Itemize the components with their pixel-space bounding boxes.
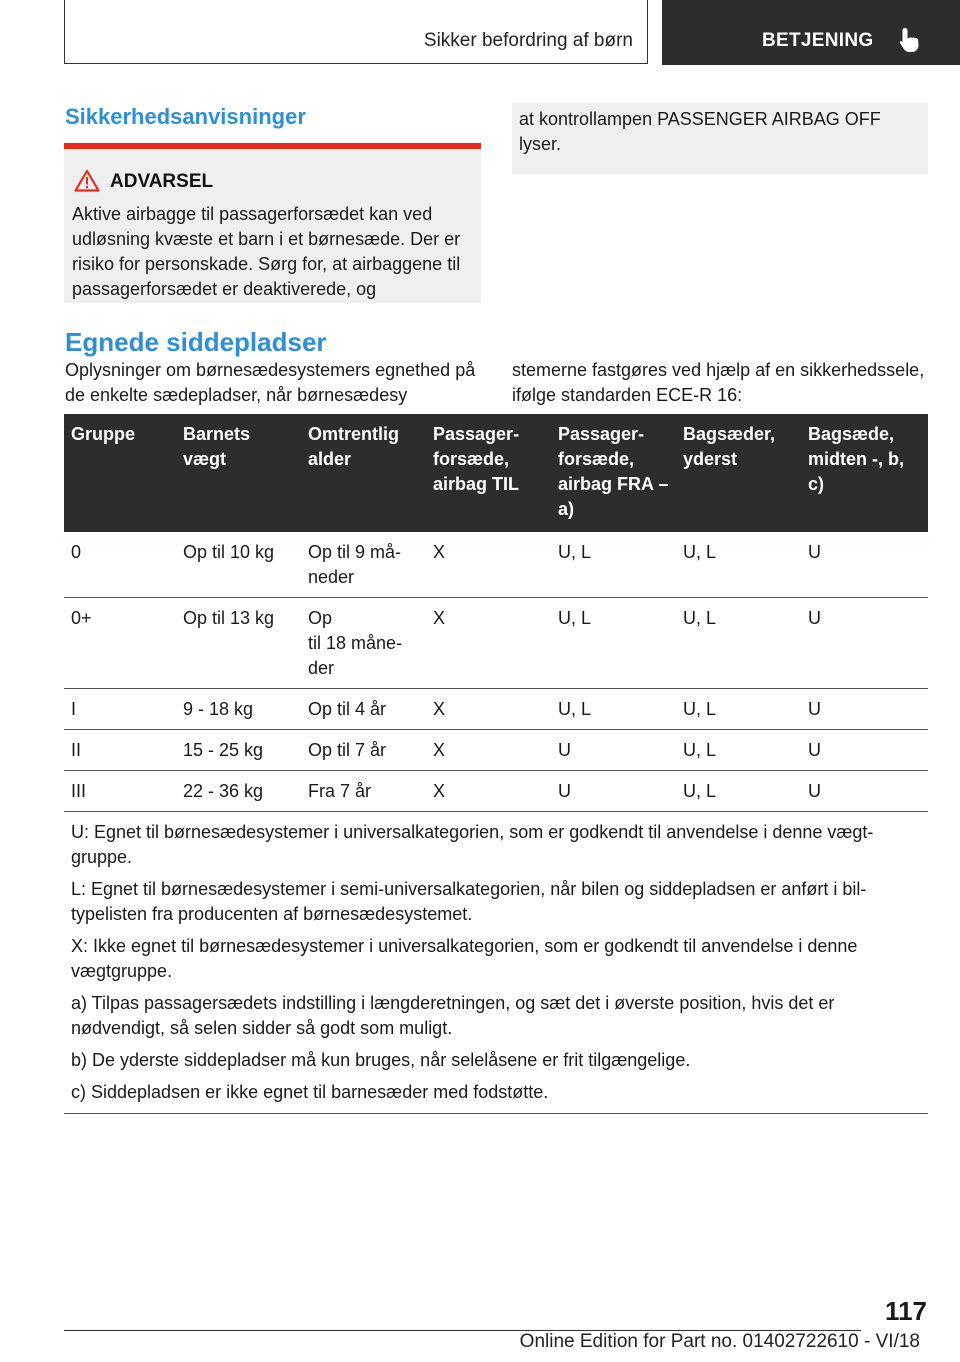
table-cell: U, L bbox=[551, 689, 676, 730]
warning-label: ADVARSEL bbox=[110, 171, 214, 192]
table-cell: U bbox=[801, 689, 928, 730]
warning-accent-bar bbox=[64, 143, 481, 149]
note-b: b) De yderste siddepladser må kun bruges, når selelåsene er frit tilgængelige. bbox=[71, 1050, 691, 1070]
table-cell: U, L bbox=[551, 598, 676, 689]
table-cell: U bbox=[801, 532, 928, 598]
seat-suitability-table bbox=[64, 414, 928, 1114]
warning-box bbox=[64, 143, 481, 303]
table-cell: Op til 9 måneder bbox=[301, 532, 426, 598]
table-row bbox=[64, 730, 928, 771]
table-cell: U, L bbox=[676, 689, 801, 730]
table-cell: U bbox=[801, 730, 928, 771]
table-cell: II bbox=[64, 730, 176, 771]
table-cell: U bbox=[551, 730, 676, 771]
table-cell: Op til 7 år bbox=[301, 730, 426, 771]
warning-continuation-box bbox=[512, 103, 928, 174]
note-l: L: Egnet til børnesædesystemer i semi-universalkategorien, når bilen og siddepladsen er anført i biltypelisten fra producenten af børnesædesystemet. bbox=[71, 879, 867, 924]
table-cell: U bbox=[551, 771, 676, 812]
table-cell: X bbox=[426, 730, 551, 771]
table-row bbox=[64, 532, 928, 598]
table-cell: X bbox=[426, 771, 551, 812]
table-cell: U bbox=[801, 598, 928, 689]
column-header-group: Gruppe bbox=[64, 414, 176, 532]
table-cell: U, L bbox=[676, 730, 801, 771]
warning-continuation-text: at kontrollampen PASSENGER AIRBAG OFF lyser. bbox=[519, 109, 881, 154]
table-cell: I bbox=[64, 689, 176, 730]
note-a: a) Tilpas passagersædets indstilling i længderetningen, og sæt det i øverste position, hvis det er nødvendigt, så selen sidder så godt som muligt. bbox=[71, 993, 835, 1038]
header-chapter-title: Sikker befordring af børn bbox=[423, 30, 633, 51]
footer-edition: Online Edition for Part no. 01402722610 - VI/18 bbox=[519, 1331, 920, 1352]
table-cell: X bbox=[426, 532, 551, 598]
warning-triangle-icon bbox=[74, 169, 100, 192]
table-cell: 15 - 25 kg bbox=[176, 730, 301, 771]
header-section-tab bbox=[662, 0, 960, 65]
column-header-front-airbag-on: Passagerforsæde, airbag TIL bbox=[426, 414, 551, 532]
table-cell: Op til 10 kg bbox=[176, 532, 301, 598]
table-cell: Op til 13 kg bbox=[176, 598, 301, 689]
table-cell: Fra 7 år bbox=[301, 771, 426, 812]
table-header-row bbox=[64, 414, 928, 532]
table-cell: 9 - 18 kg bbox=[176, 689, 301, 730]
table-cell: U, L bbox=[676, 532, 801, 598]
table-cell: U, L bbox=[676, 598, 801, 689]
pointing-hand-icon bbox=[898, 26, 922, 54]
seats-section-title: Egnede siddepladser bbox=[65, 327, 327, 357]
table-cell: 22 - 36 kg bbox=[176, 771, 301, 812]
table-cell: Op til 18 måneder bbox=[301, 598, 426, 689]
header-section-title: BETJENING bbox=[762, 30, 874, 51]
safety-section-title: Sikkerhedsanvisninger bbox=[65, 104, 306, 129]
table-cell: 0 bbox=[64, 532, 176, 598]
table-notes-row bbox=[64, 812, 928, 1114]
column-header-rear-outer: Bagsæder, yderst bbox=[676, 414, 801, 532]
table-cell: Op til 4 år bbox=[301, 689, 426, 730]
seats-intro-right: stemerne fastgøres ved hjælp af en sikkerhedssele, ifølge standarden ECE-R 16: bbox=[512, 360, 925, 405]
table-row bbox=[64, 598, 928, 689]
note-x: X: Ikke egnet til børnesædesystemer i universalkategorien, som er godkendt til anvendelse i denne vægtgruppe. bbox=[71, 936, 858, 981]
table-row bbox=[64, 689, 928, 730]
table-cell: X bbox=[426, 689, 551, 730]
table-cell: U, L bbox=[551, 532, 676, 598]
warning-text: Aktive airbagge til passagerforsædet kan ved udløsning kvæste et barn i et børnesæde. Der er risiko for personskade. Sørg for, at airbaggene til passagerforsædet er deaktiverede, og bbox=[72, 204, 461, 299]
table-cell: X bbox=[426, 598, 551, 689]
column-header-weight: Barnets vægt bbox=[176, 414, 301, 532]
note-c: c) Siddepladsen er ikke egnet til barnesæder med fodstøtte. bbox=[71, 1082, 549, 1102]
table-cell: 0+ bbox=[64, 598, 176, 689]
column-header-rear-middle: Bagsæde, midten -, b, c) bbox=[801, 414, 928, 532]
page-number: 117 bbox=[885, 1296, 927, 1326]
table-cell: U, L bbox=[676, 771, 801, 812]
table-cell: III bbox=[64, 771, 176, 812]
table-notes-cell bbox=[64, 812, 928, 1114]
column-header-age: Omtrentlig alder bbox=[301, 414, 426, 532]
note-u: U: Egnet til børnesædesystemer i universalkategorien, som er godkendt til anvendelse i denne vægtgruppe. bbox=[71, 822, 874, 867]
column-header-front-airbag-off: Passagerforsæde, airbag FRA – a) bbox=[551, 414, 676, 532]
table-cell: U bbox=[801, 771, 928, 812]
header-chapter-box bbox=[64, 0, 648, 64]
table-row bbox=[64, 771, 928, 812]
seats-intro-left: Oplysninger om børnesædesystemers egnethed på de enkelte sædepladser, når børnesædesy bbox=[65, 360, 476, 405]
